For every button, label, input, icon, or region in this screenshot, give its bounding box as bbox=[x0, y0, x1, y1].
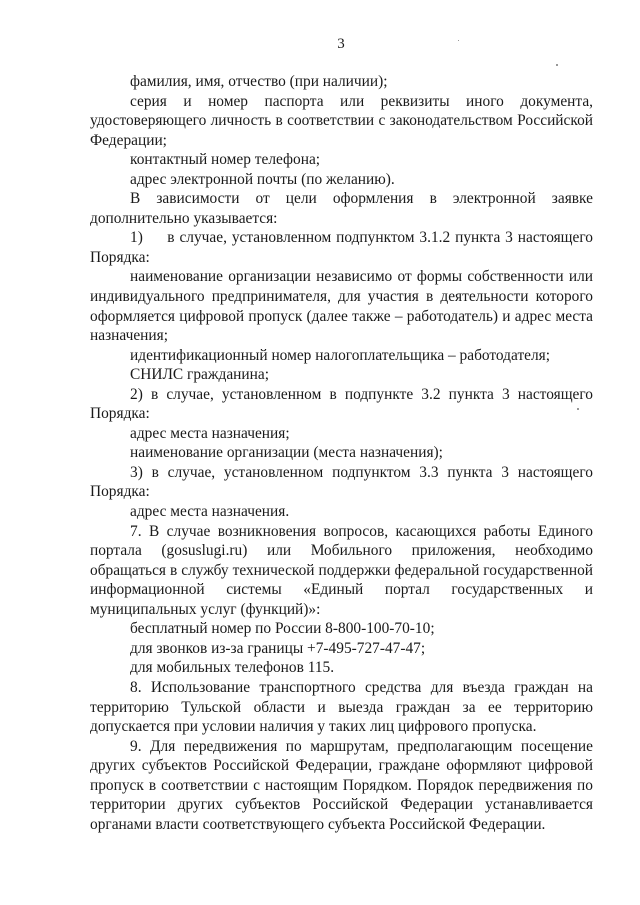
paragraph-mobile-number: для мобильных телефонов 115. bbox=[130, 659, 335, 677]
paragraph-free-number: бесплатный номер по России 8-800-100-70-10; bbox=[130, 620, 435, 638]
paragraph-destination-address: адрес места назначения; bbox=[130, 424, 290, 442]
paragraph-destination-address-2: адрес места назначения. bbox=[130, 503, 290, 521]
scan-speck bbox=[458, 40, 459, 41]
page-number: 3 bbox=[337, 36, 345, 52]
paragraph-abroad-number: для звонков из-за границы +7-495-727-47-47; bbox=[130, 639, 426, 657]
scan-speck bbox=[556, 64, 558, 66]
paragraph-destination-organization: наименование организации (места назначения); bbox=[130, 444, 443, 462]
paragraph-item-3: 3) в случае, установленном подпунктом 3.3 пункта 3 настоящего Порядка: bbox=[90, 463, 593, 501]
paragraph-item-1: 1) в случае, установленном подпунктом 3.1.2 пункта 3 настоящего Порядка: bbox=[90, 229, 593, 266]
paragraph-inn: идентификационный номер налогоплательщика – работодателя; bbox=[130, 346, 551, 364]
paragraph-phone: контактный номер телефона; bbox=[130, 151, 321, 169]
paragraph-additional: В зависимости от цели оформления в электронной заявке дополнительно указывается: bbox=[90, 190, 593, 227]
paragraph-section-9: 9. Для передвижения по маршрутам, предполагающим посещение других субъектов Российской Федерации, граждане оформляют цифровой пропуск в соответствии с настоящим Порядком. Порядок передвижения по территории других субъектов Российской Федерации устанавливается органами власти соответствующего субъекта Российской Федерации. bbox=[90, 737, 593, 833]
paragraph-item-2: 2) в случае, установленном в подпункте 3.2 пункта 3 настоящего Порядка: bbox=[90, 385, 593, 423]
paragraph-full-name: фамилия, имя, отчество (при наличии); bbox=[130, 73, 388, 90]
paragraph-section-7: 7. В случае возникновения вопросов, касающихся работы Единого портала (gosuslugi.ru) или Мобильного приложения, необходимо обращаться в службу технической поддержки федеральной государственной информационной системы «Единый портал государственных и муниципальных услуг (функций)»: bbox=[90, 522, 593, 618]
paragraph-snils: СНИЛС гражданина; bbox=[130, 366, 269, 384]
paragraph-passport: серия и номер паспорта или реквизиты иного документа, удостоверяющего личность в соответствии с законодательством Российской Федерации; bbox=[90, 92, 593, 149]
paragraph-section-8: 8. Использование транспортного средства для въезда граждан на территорию Тульской области и выезда граждан за ее территорию допускается при условии наличия у таких лиц цифрового пропуска. bbox=[90, 678, 593, 736]
scan-speck bbox=[577, 408, 579, 410]
paragraph-email: адрес электронной почты (по желанию). bbox=[130, 170, 395, 188]
document-body bbox=[90, 72, 593, 834]
paragraph-organization-name: наименование организации независимо от формы собственности или индивидуального предпринимателя, для участия в деятельности которого оформляется цифровой пропуск (далее также – работодатель) и адрес места назначения; bbox=[90, 268, 593, 345]
